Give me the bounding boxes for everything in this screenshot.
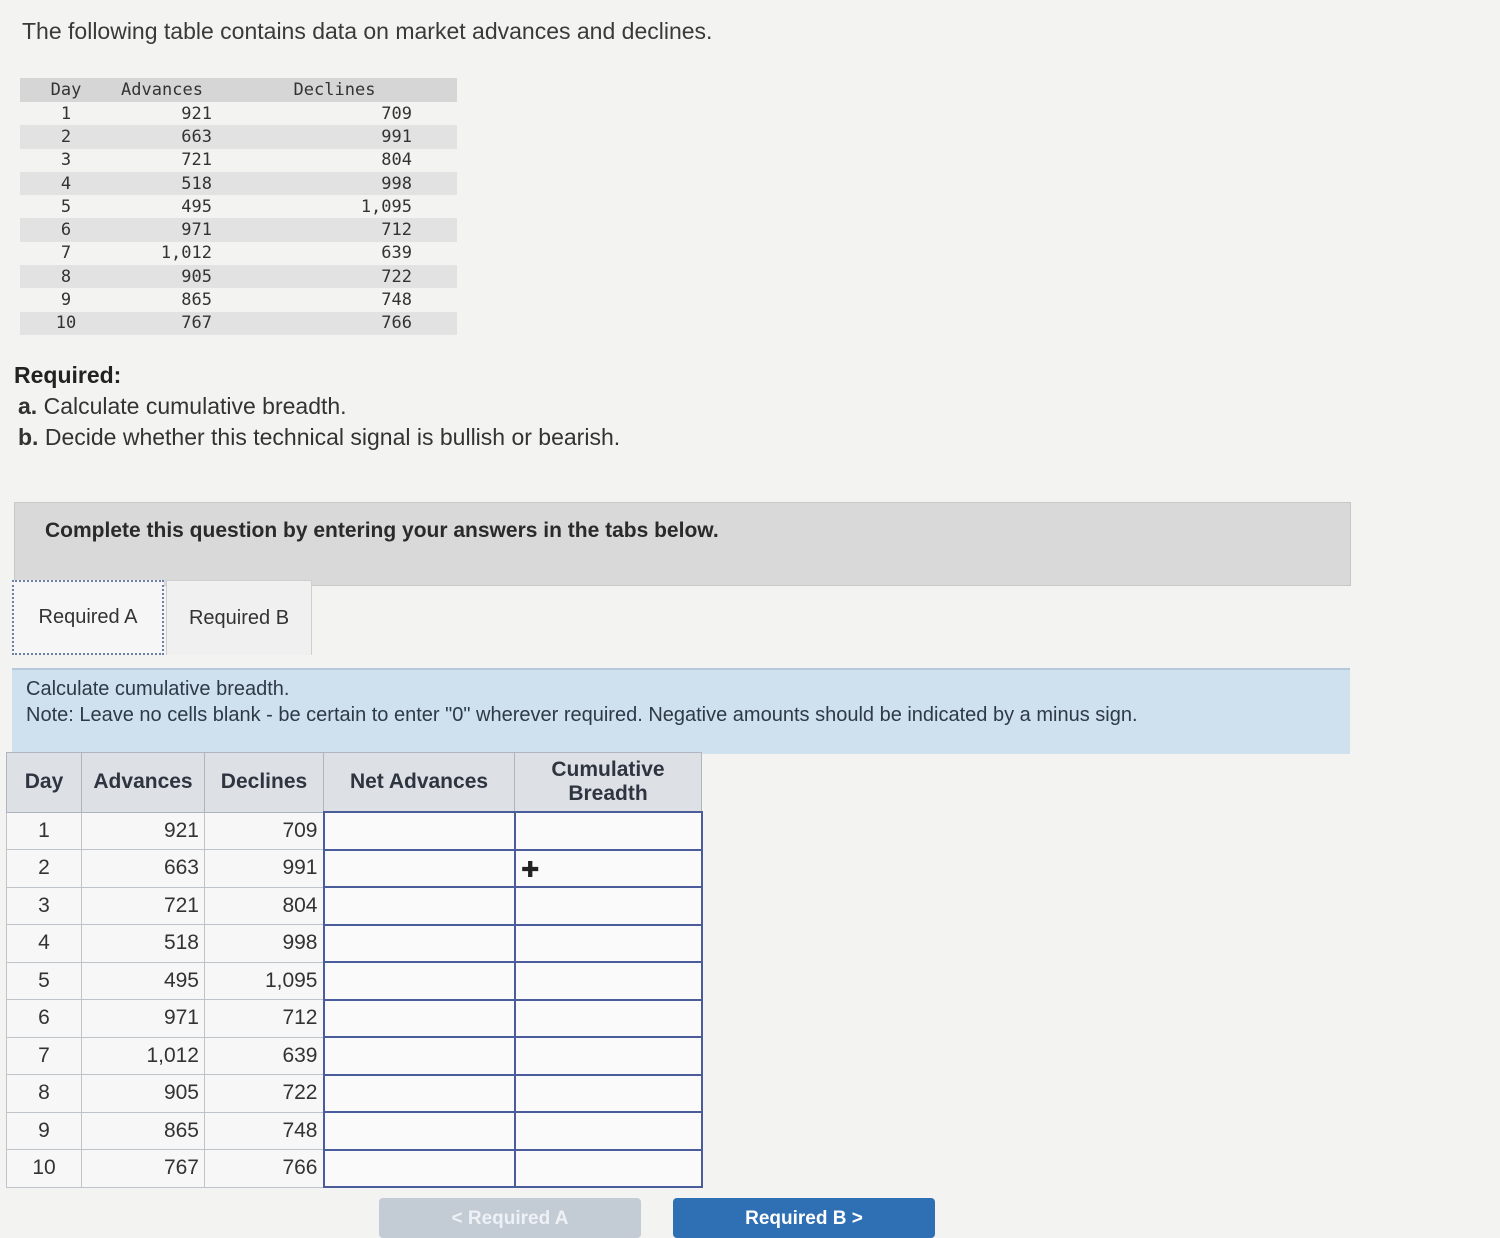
cumulative-breadth-input[interactable] <box>516 1041 701 1071</box>
cumulative-breadth-input-cell <box>515 1075 702 1113</box>
answer-row <box>7 1075 702 1113</box>
answer-row <box>7 887 702 925</box>
answer-table <box>6 752 703 1188</box>
source-cell-advances: 921 <box>181 103 212 124</box>
net-advances-input[interactable] <box>325 816 514 846</box>
answer-header-declines: Declines <box>205 753 324 813</box>
answer-row <box>7 1000 702 1038</box>
answer-cell-day: 10 <box>7 1150 82 1188</box>
answer-cell-declines: 991 <box>205 850 324 888</box>
source-cell-declines: 639 <box>381 243 412 264</box>
net-advances-input-cell <box>324 1000 515 1038</box>
net-advances-input-cell <box>324 1150 515 1188</box>
source-data-table <box>20 78 457 335</box>
source-cell-advances: 767 <box>112 312 212 335</box>
next-required-b-button[interactable]: Required B > <box>673 1198 935 1238</box>
instructions-banner <box>14 502 1351 586</box>
source-cell-day: 1 <box>60 103 72 124</box>
source-cell-day: 7 <box>60 243 72 264</box>
source-cell-day: 3 <box>60 150 72 171</box>
source-cell-advances: 971 <box>112 218 212 241</box>
answer-cell-day: 1 <box>7 812 82 850</box>
answer-cell-advances: 971 <box>82 1000 205 1038</box>
source-cell-advances: 865 <box>181 290 212 311</box>
answer-header-day: Day <box>7 753 82 813</box>
source-cell-declines: 709 <box>381 103 412 124</box>
required-a <box>18 393 347 420</box>
required-b-label: b. <box>18 424 39 450</box>
source-row <box>20 288 457 311</box>
answer-cell-advances: 865 <box>82 1112 205 1150</box>
cumulative-breadth-input[interactable] <box>516 1003 701 1033</box>
net-advances-input[interactable] <box>325 853 514 883</box>
answer-cell-day: 4 <box>7 925 82 963</box>
required-b <box>18 424 620 451</box>
net-advances-input-cell <box>324 925 515 963</box>
net-advances-input[interactable] <box>325 891 514 921</box>
tab-required-a[interactable]: Required A <box>12 580 164 655</box>
cumulative-breadth-input-cell <box>515 1000 702 1038</box>
answer-cell-day: 8 <box>7 1075 82 1113</box>
answer-cell-day: 6 <box>7 1000 82 1038</box>
source-row <box>20 149 457 172</box>
net-advances-input-cell <box>324 1037 515 1075</box>
answer-cell-declines: 804 <box>205 887 324 925</box>
source-cell-advances: 495 <box>181 196 212 217</box>
source-cell-day: 9 <box>60 290 72 311</box>
net-advances-input-cell <box>324 812 515 850</box>
answer-cell-advances: 921 <box>82 812 205 850</box>
source-cell-declines: 712 <box>212 218 457 241</box>
source-cell-day: 5 <box>60 196 72 217</box>
answer-cell-day: 3 <box>7 887 82 925</box>
cumulative-breadth-input-cell <box>515 887 702 925</box>
net-advances-input-cell <box>324 850 515 888</box>
cumulative-breadth-input-cell <box>515 850 702 888</box>
required-heading: Required: <box>14 362 122 388</box>
source-cell-declines: 998 <box>212 172 457 195</box>
answer-cell-advances: 663 <box>82 850 205 888</box>
answer-row <box>7 850 702 888</box>
tab-required-b[interactable]: Required B <box>166 580 312 655</box>
answer-row <box>7 925 702 963</box>
source-cell-advances: 663 <box>112 125 212 148</box>
source-row <box>20 218 457 241</box>
source-row <box>20 102 457 125</box>
answer-cell-declines: 709 <box>205 812 324 850</box>
cumulative-breadth-input-cell <box>515 1150 702 1188</box>
source-header-declines: Declines <box>212 78 457 102</box>
answer-cell-advances: 1,012 <box>82 1037 205 1075</box>
answer-cell-day: 2 <box>7 850 82 888</box>
answer-cell-day: 7 <box>7 1037 82 1075</box>
cumulative-breadth-input-cell <box>515 1037 702 1075</box>
move-cursor-icon: ✚ <box>521 857 540 882</box>
source-cell-advances: 1,012 <box>160 243 212 264</box>
net-advances-input-cell <box>324 887 515 925</box>
source-cell-day: 10 <box>20 312 112 335</box>
answer-cell-declines: 1,095 <box>205 962 324 1000</box>
net-advances-input-cell <box>324 962 515 1000</box>
net-advances-input[interactable] <box>325 966 514 996</box>
answer-cell-advances: 767 <box>82 1150 205 1188</box>
answer-cell-declines: 998 <box>205 925 324 963</box>
answer-cell-day: 5 <box>7 962 82 1000</box>
cumulative-breadth-input-cell <box>515 925 702 963</box>
cumulative-breadth-input[interactable] <box>516 853 701 883</box>
source-row <box>20 172 457 195</box>
cumulative-breadth-input[interactable] <box>516 1078 701 1108</box>
answer-cell-declines: 639 <box>205 1037 324 1075</box>
answer-row <box>7 962 702 1000</box>
source-cell-day: 4 <box>20 172 112 195</box>
answer-cell-declines: 722 <box>205 1075 324 1113</box>
net-advances-input-cell <box>324 1112 515 1150</box>
intro-text: The following table contains data on market advances and declines. <box>22 18 713 44</box>
source-cell-declines: 1,095 <box>360 196 412 217</box>
source-cell-declines: 748 <box>381 290 412 311</box>
cumulative-breadth-input-cell <box>515 812 702 850</box>
instructions-note: Note: Leave no cells blank - be certain to enter "0" wherever required. Negative amounts should be indicated by a minus sign. <box>26 704 1138 726</box>
source-cell-advances: 721 <box>181 150 212 171</box>
answer-header-net-advances: Net Advances <box>324 753 515 813</box>
cumulative-breadth-input[interactable] <box>516 816 701 846</box>
cumulative-breadth-input-cell <box>515 1112 702 1150</box>
source-header-day: Day <box>20 78 112 102</box>
net-advances-input[interactable] <box>325 1153 514 1183</box>
net-advances-input[interactable] <box>325 1003 514 1033</box>
net-advances-input[interactable] <box>325 1078 514 1108</box>
answer-header-advances: Advances <box>82 753 205 813</box>
instructions-line-1: Calculate cumulative breadth. <box>26 678 290 700</box>
source-row <box>20 125 457 148</box>
required-a-text: Calculate cumulative breadth. <box>43 393 347 419</box>
cumulative-breadth-input[interactable] <box>516 928 701 958</box>
cumulative-breadth-input[interactable] <box>516 966 701 996</box>
source-cell-declines: 804 <box>381 150 412 171</box>
cumulative-breadth-input[interactable] <box>516 1153 701 1183</box>
answer-row <box>7 1150 702 1188</box>
answer-row <box>7 812 702 850</box>
source-cell-day: 2 <box>20 125 112 148</box>
required-b-text: Decide whether this technical signal is bullish or bearish. <box>44 424 621 450</box>
net-advances-input[interactable] <box>325 1116 514 1146</box>
source-cell-day: 6 <box>20 218 112 241</box>
answer-cell-advances: 518 <box>82 925 205 963</box>
source-cell-declines: 722 <box>212 265 457 288</box>
answer-row <box>7 1037 702 1075</box>
tab-instructions <box>12 668 1350 754</box>
cumulative-breadth-input-cell <box>515 962 702 1000</box>
source-cell-day: 8 <box>20 265 112 288</box>
net-advances-input-cell <box>324 1075 515 1113</box>
answer-cell-declines: 748 <box>205 1112 324 1150</box>
prev-required-a-button[interactable]: < Required A <box>379 1198 641 1238</box>
answer-header-cumulative-breadth: Cumulative Breadth <box>515 753 702 813</box>
required-a-label: a. <box>18 393 38 419</box>
source-cell-advances: 905 <box>112 265 212 288</box>
banner-text: Complete this question by entering your answers in the tabs below. <box>45 519 719 542</box>
source-row <box>20 195 457 218</box>
source-header-advances: Advances <box>112 78 212 102</box>
net-advances-input[interactable] <box>325 928 514 958</box>
answer-cell-advances: 495 <box>82 962 205 1000</box>
source-row <box>20 242 457 265</box>
answer-row <box>7 1112 702 1150</box>
answer-cell-day: 9 <box>7 1112 82 1150</box>
source-cell-declines: 991 <box>212 125 457 148</box>
cumulative-breadth-input[interactable] <box>516 1116 701 1146</box>
source-cell-declines: 766 <box>212 312 457 335</box>
source-cell-advances: 518 <box>112 172 212 195</box>
source-row <box>20 265 457 288</box>
answer-cell-advances: 721 <box>82 887 205 925</box>
answer-cell-declines: 712 <box>205 1000 324 1038</box>
net-advances-input[interactable] <box>325 1041 514 1071</box>
answer-cell-advances: 905 <box>82 1075 205 1113</box>
answer-cell-declines: 766 <box>205 1150 324 1188</box>
cumulative-breadth-input[interactable] <box>516 891 701 921</box>
source-row <box>20 312 457 335</box>
